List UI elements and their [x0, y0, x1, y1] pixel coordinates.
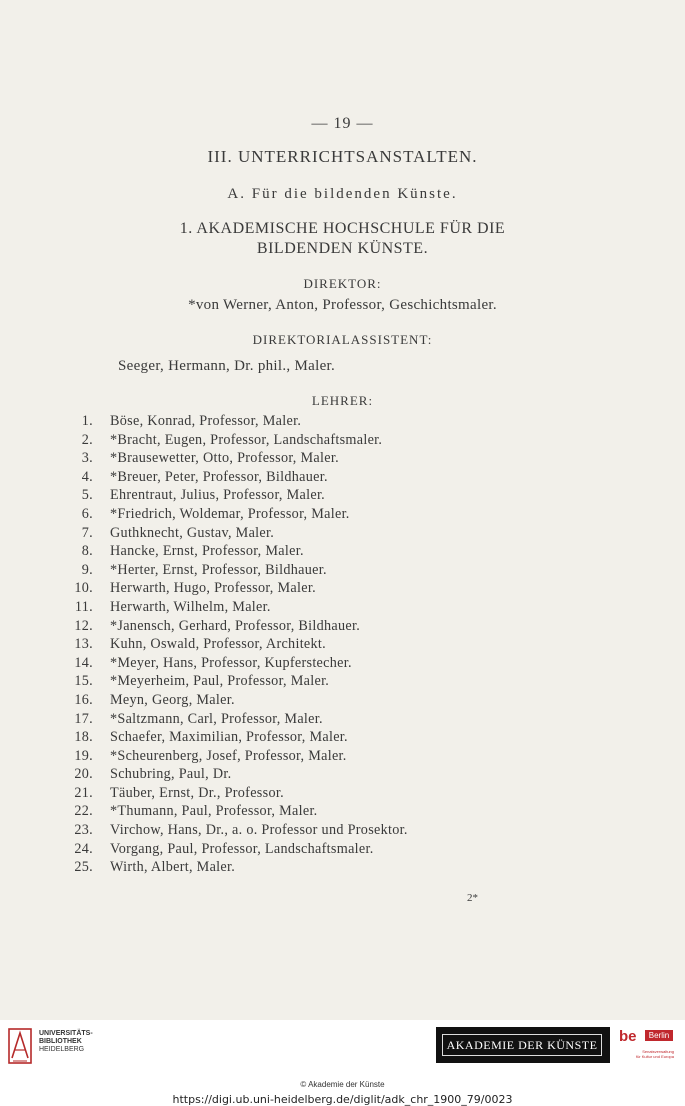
- teacher-row: [0, 785, 685, 804]
- akademie-logo[interactable]: [436, 1027, 610, 1063]
- teacher-row: [0, 822, 685, 841]
- teacher-row: [0, 673, 685, 692]
- teacher-number: 22.: [74, 803, 93, 820]
- akademie-logo-label: AKADEMIE DER KÜNSTE: [442, 1034, 602, 1056]
- teacher-name: Meyn, Georg, Maler.: [110, 691, 235, 708]
- teachers-list: [0, 413, 685, 878]
- teacher-name: *Scheurenberg, Josef, Professor, Maler.: [110, 747, 347, 764]
- teacher-name: Guthknecht, Gustav, Maler.: [110, 524, 275, 541]
- teacher-row: [0, 413, 685, 432]
- teacher-row: [0, 748, 685, 767]
- teacher-name: *Brausewetter, Otto, Professor, Maler.: [110, 450, 339, 467]
- teacher-number: 17.: [74, 710, 93, 727]
- teacher-number: 20.: [74, 766, 93, 783]
- director-heading: DIREKTOR:: [303, 276, 382, 291]
- permalink-url[interactable]: https://digi.ub.uni-heidelberg.de/diglit/adk_chr_1900_79/0023: [172, 1093, 513, 1106]
- teacher-number: 16.: [74, 691, 93, 708]
- teacher-number: 2.: [81, 431, 93, 448]
- institution-title-line2: BILDENDEN KÜNSTE.: [256, 240, 429, 257]
- teacher-name: Schubring, Paul, Dr.: [110, 766, 232, 783]
- university-library-name[interactable]: UNIVERSITÄTS- BIBLIOTHEK HEIDELBERG: [39, 1030, 93, 1053]
- teacher-name: *Bracht, Eugen, Professor, Landschaftsmaler.: [110, 431, 383, 448]
- teacher-row: [0, 766, 685, 785]
- teacher-row: [0, 841, 685, 860]
- teacher-name: Herwarth, Hugo, Professor, Maler.: [110, 580, 316, 597]
- teacher-number: 19.: [74, 747, 93, 764]
- teacher-number: 14.: [74, 654, 93, 671]
- teacher-row: [0, 506, 685, 525]
- berlin-tag: Berlin: [645, 1030, 673, 1041]
- teacher-number: 8.: [81, 543, 93, 560]
- teacher-row: [0, 543, 685, 562]
- teacher-number: 23.: [74, 822, 93, 839]
- teacher-row: [0, 618, 685, 637]
- teacher-name: Ehrentraut, Julius, Professor, Maler.: [110, 487, 326, 504]
- teachers-heading: LEHRER:: [311, 393, 374, 408]
- director-name: *von Werner, Anton, Professor, Geschichtsmaler.: [188, 297, 497, 313]
- teacher-number: 5.: [81, 487, 93, 504]
- teacher-name: *Meyerheim, Paul, Professor, Maler.: [110, 673, 330, 690]
- teacher-row: [0, 692, 685, 711]
- teacher-number: 3.: [81, 450, 93, 467]
- berlin-be-text: be: [619, 1028, 637, 1045]
- teacher-number: 21.: [74, 784, 93, 801]
- teacher-number: 4.: [81, 468, 93, 485]
- institution-title-line1: 1. AKADEMISCHE HOCHSCHULE FÜR DIE: [179, 220, 506, 237]
- teacher-row: [0, 450, 685, 469]
- teacher-number: 12.: [74, 617, 93, 634]
- teacher-name: *Saltzmann, Carl, Professor, Maler.: [110, 710, 323, 727]
- viewer-footer: [0, 1020, 685, 1104]
- teacher-row: [0, 599, 685, 618]
- assistant-name: Seeger, Hermann, Dr. phil., Maler.: [118, 358, 336, 374]
- copyright-notice: © Akademie der Künste: [300, 1080, 385, 1089]
- teacher-name: *Janensch, Gerhard, Professor, Bildhauer.: [110, 617, 361, 634]
- teacher-row: [0, 859, 685, 878]
- teacher-number: 25.: [74, 859, 93, 876]
- teacher-name: *Friedrich, Woldemar, Professor, Maler.: [110, 505, 350, 522]
- teacher-name: *Breuer, Peter, Professor, Bildhauer.: [110, 468, 328, 485]
- university-library-logo-icon[interactable]: [8, 1028, 32, 1064]
- teacher-number: 24.: [74, 840, 93, 857]
- signature-mark: 2*: [467, 892, 478, 904]
- teacher-number: 13.: [74, 636, 93, 653]
- teacher-name: Herwarth, Wilhelm, Maler.: [110, 598, 271, 615]
- teacher-name: Vorgang, Paul, Professor, Landschaftsmaler.: [110, 840, 374, 857]
- teacher-number: 6.: [81, 505, 93, 522]
- page-number: — 19 —: [311, 115, 374, 132]
- teacher-name: *Meyer, Hans, Professor, Kupferstecher.: [110, 654, 352, 671]
- teacher-row: [0, 655, 685, 674]
- teacher-row: [0, 636, 685, 655]
- teacher-number: 11.: [74, 598, 93, 615]
- teacher-row: [0, 487, 685, 506]
- teacher-row: [0, 580, 685, 599]
- teacher-number: 15.: [74, 673, 93, 690]
- teacher-name: Täuber, Ernst, Dr., Professor.: [110, 784, 284, 801]
- teacher-row: [0, 469, 685, 488]
- teacher-name: *Thumann, Paul, Professor, Maler.: [110, 803, 318, 820]
- berlin-senate-caption: Senatsverwaltung für Kultur und Europa: [635, 1049, 674, 1059]
- teacher-name: Hancke, Ernst, Professor, Maler.: [110, 543, 304, 560]
- teacher-name: Kuhn, Oswald, Professor, Architekt.: [110, 636, 327, 653]
- teacher-name: Wirth, Albert, Maler.: [110, 859, 236, 876]
- berlin-senate-logo[interactable]: [618, 1027, 675, 1063]
- teacher-number: 7.: [81, 524, 93, 541]
- teacher-row: [0, 525, 685, 544]
- section-title: III. UNTERRICHTSANSTALTEN.: [207, 147, 478, 166]
- assistant-heading: DIREKTORIALASSISTENT:: [252, 332, 433, 347]
- subsection-title: A. Für die bildenden Künste.: [227, 186, 458, 202]
- teacher-row: [0, 729, 685, 748]
- teacher-row: [0, 562, 685, 581]
- teacher-name: Böse, Konrad, Professor, Maler.: [110, 413, 302, 429]
- teacher-row: [0, 803, 685, 822]
- teacher-row: [0, 711, 685, 730]
- teacher-number: 1.: [81, 413, 93, 429]
- teacher-name: *Herter, Ernst, Professor, Bildhauer.: [110, 561, 327, 578]
- teacher-number: 18.: [74, 729, 93, 746]
- teacher-number: 9.: [81, 561, 93, 578]
- teacher-row: [0, 432, 685, 451]
- teacher-name: Virchow, Hans, Dr., a. o. Professor und Prosektor.: [110, 822, 408, 839]
- teacher-name: Schaefer, Maximilian, Professor, Maler.: [110, 729, 348, 746]
- teacher-number: 10.: [74, 580, 93, 597]
